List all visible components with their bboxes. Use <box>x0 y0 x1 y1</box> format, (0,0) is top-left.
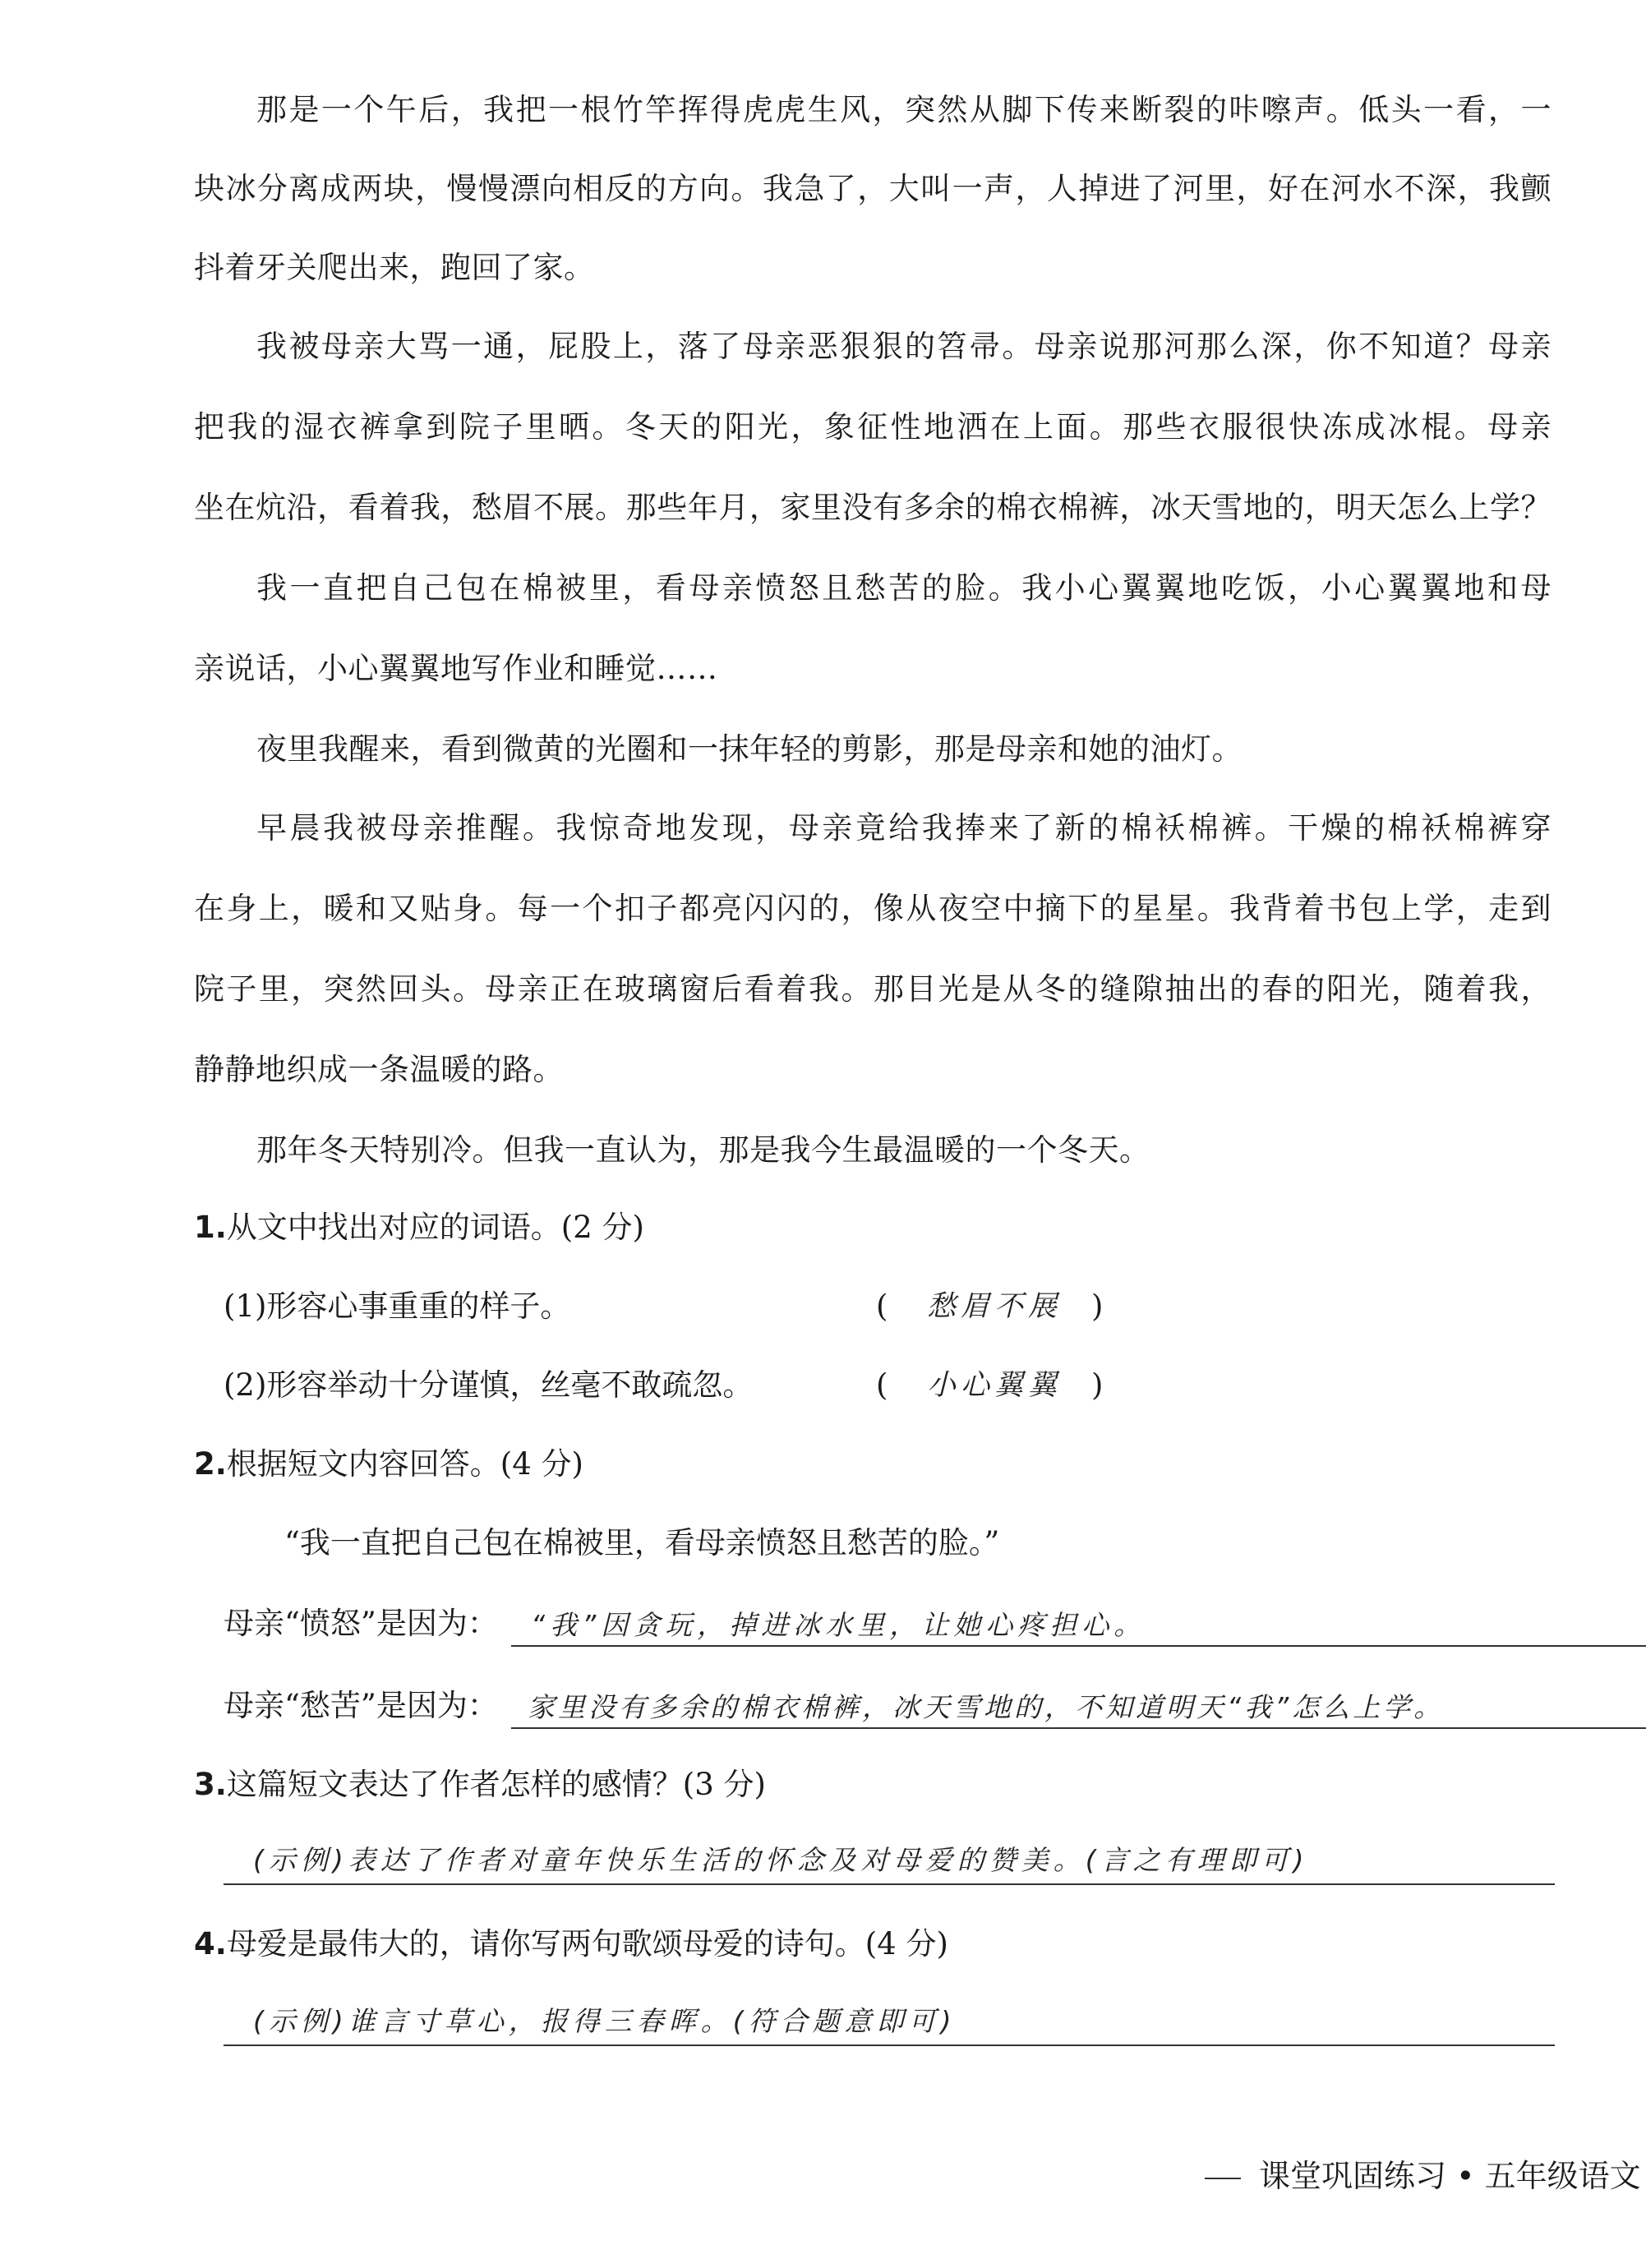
passage-line: 块冰分离成两块，慢慢漂向相反的方向。我急了，大叫一声，人掉进了河里，好在河水不深，我颤 <box>194 171 1551 206</box>
handwritten-answer: 家里没有多余的棉衣棉裤，冰天雪地的，不知道明天“我”怎么上学。 <box>528 1691 1445 1723</box>
paren-open: ( <box>876 1367 888 1403</box>
question-text: 这篇短文表达了作者怎样的感情？(3 分) <box>226 1767 766 1802</box>
passage-line: 那是一个午后，我把一根竹竿挥得虎虎生风，突然从脚下传来断裂的咔嚓声。低头一看，一 <box>256 92 1551 127</box>
passage-line: 在身上，暖和又贴身。每一个扣子都亮闪闪的，像从夜空中摘下的星星。我背着书包上学，走到 <box>194 891 1551 926</box>
passage-line: 早晨我被母亲推醒。我惊奇地发现，母亲竟给我捧来了新的棉袄棉裤。干燥的棉袄棉裤穿 <box>256 810 1551 846</box>
paren-open: ( <box>876 1288 888 1324</box>
question-1-title <box>194 1206 644 1249</box>
passage-line: 院子里，突然回头。母亲正在玻璃窗后看着我。那目光是从冬的缝隙抽出的春的阳光，随着我， <box>194 971 1551 1007</box>
passage-line: 抖着牙关爬出来，跑回了家。 <box>194 250 595 285</box>
question-4-title <box>194 1923 948 1966</box>
question-2-quote: “我一直把自己包在棉被里，看母亲愤怒且愁苦的脸。” <box>284 1525 1000 1560</box>
page-footer <box>1205 2155 1641 2197</box>
question-text: 根据短文内容回答。(4 分) <box>226 1446 583 1482</box>
question-text: 从文中找出对应的词语。(2 分) <box>226 1210 644 1245</box>
question-2-answer-row-2 <box>224 1685 1555 1731</box>
passage-line: 我被母亲大骂一通，屁股上，落了母亲恶狠狠的笤帚。母亲说那河那么深，你不知道？母亲 <box>256 329 1551 364</box>
question-2-title <box>194 1443 583 1486</box>
handwritten-answer: (示例)表达了作者对童年快乐生活的怀念及对母爱的赞美。(言之有理即可) <box>253 1844 1309 1876</box>
handwritten-answer: 愁眉不展 <box>927 1290 1063 1323</box>
footer-text: 课堂巩固练习 • 五年级语文 <box>1259 2158 1641 2194</box>
question-4-answer-line[interactable] <box>224 1998 1555 2046</box>
question-text: 母爱是最伟大的，请你写两句歌颂母爱的诗句。(4 分) <box>226 1926 948 1961</box>
passage-line: 亲说话，小心翼翼地写作业和睡觉…… <box>194 651 718 686</box>
answer-fill-line[interactable] <box>511 1602 1646 1647</box>
question-2-answer-row-1 <box>224 1602 1555 1648</box>
paren-close: ) <box>1091 1288 1104 1324</box>
question-number: 2. <box>194 1446 227 1482</box>
question-3-title <box>194 1763 766 1806</box>
answer-label: 母亲“愤怒”是因为： <box>224 1606 498 1641</box>
answer-fill-line[interactable] <box>511 1685 1646 1729</box>
handwritten-answer: 小心翼翼 <box>927 1369 1063 1402</box>
passage-line: 我一直把自己包在棉被里，看母亲愤怒且愁苦的脸。我小心翼翼地吃饭，小心翼翼地和母 <box>256 570 1551 606</box>
question-1-item-2-label: (2)形容举动十分谨慎，丝毫不敢疏忽。 <box>224 1367 754 1403</box>
paren-close: ) <box>1091 1367 1104 1403</box>
passage-line: 那年冬天特别冷。但我一直认为，那是我今生最温暖的一个冬天。 <box>256 1132 1150 1168</box>
question-1-item-1-label: (1)形容心事重重的样子。 <box>224 1288 571 1324</box>
question-number: 4. <box>194 1926 227 1961</box>
handwritten-answer: “我”因贪玩，掉进冰水里，让她心疼担心。 <box>531 1609 1146 1641</box>
handwritten-answer: (示例)谁言寸草心，报得三春晖。(符合题意即可) <box>253 2005 957 2037</box>
answer-label: 母亲“愁苦”是因为： <box>224 1688 498 1723</box>
question-number: 3. <box>194 1767 227 1802</box>
passage-line: 夜里我醒来，看到微黄的光圈和一抹年轻的剪影，那是母亲和她的油灯。 <box>256 731 1243 767</box>
passage-line: 静静地织成一条温暖的路。 <box>194 1052 564 1087</box>
passage-line: 把我的湿衣裤拿到院子里晒。冬天的阳光，象征性地洒在上面。那些衣服很快冻成冰棍。母亲 <box>194 409 1551 445</box>
passage-line: 坐在炕沿，看着我，愁眉不展。那些年月，家里没有多余的棉衣棉裤，冰天雪地的，明天怎么上学？ <box>194 490 1551 525</box>
question-3-answer-line[interactable] <box>224 1837 1555 1885</box>
footer-dash <box>1205 2178 1241 2179</box>
question-number: 1. <box>194 1210 227 1245</box>
